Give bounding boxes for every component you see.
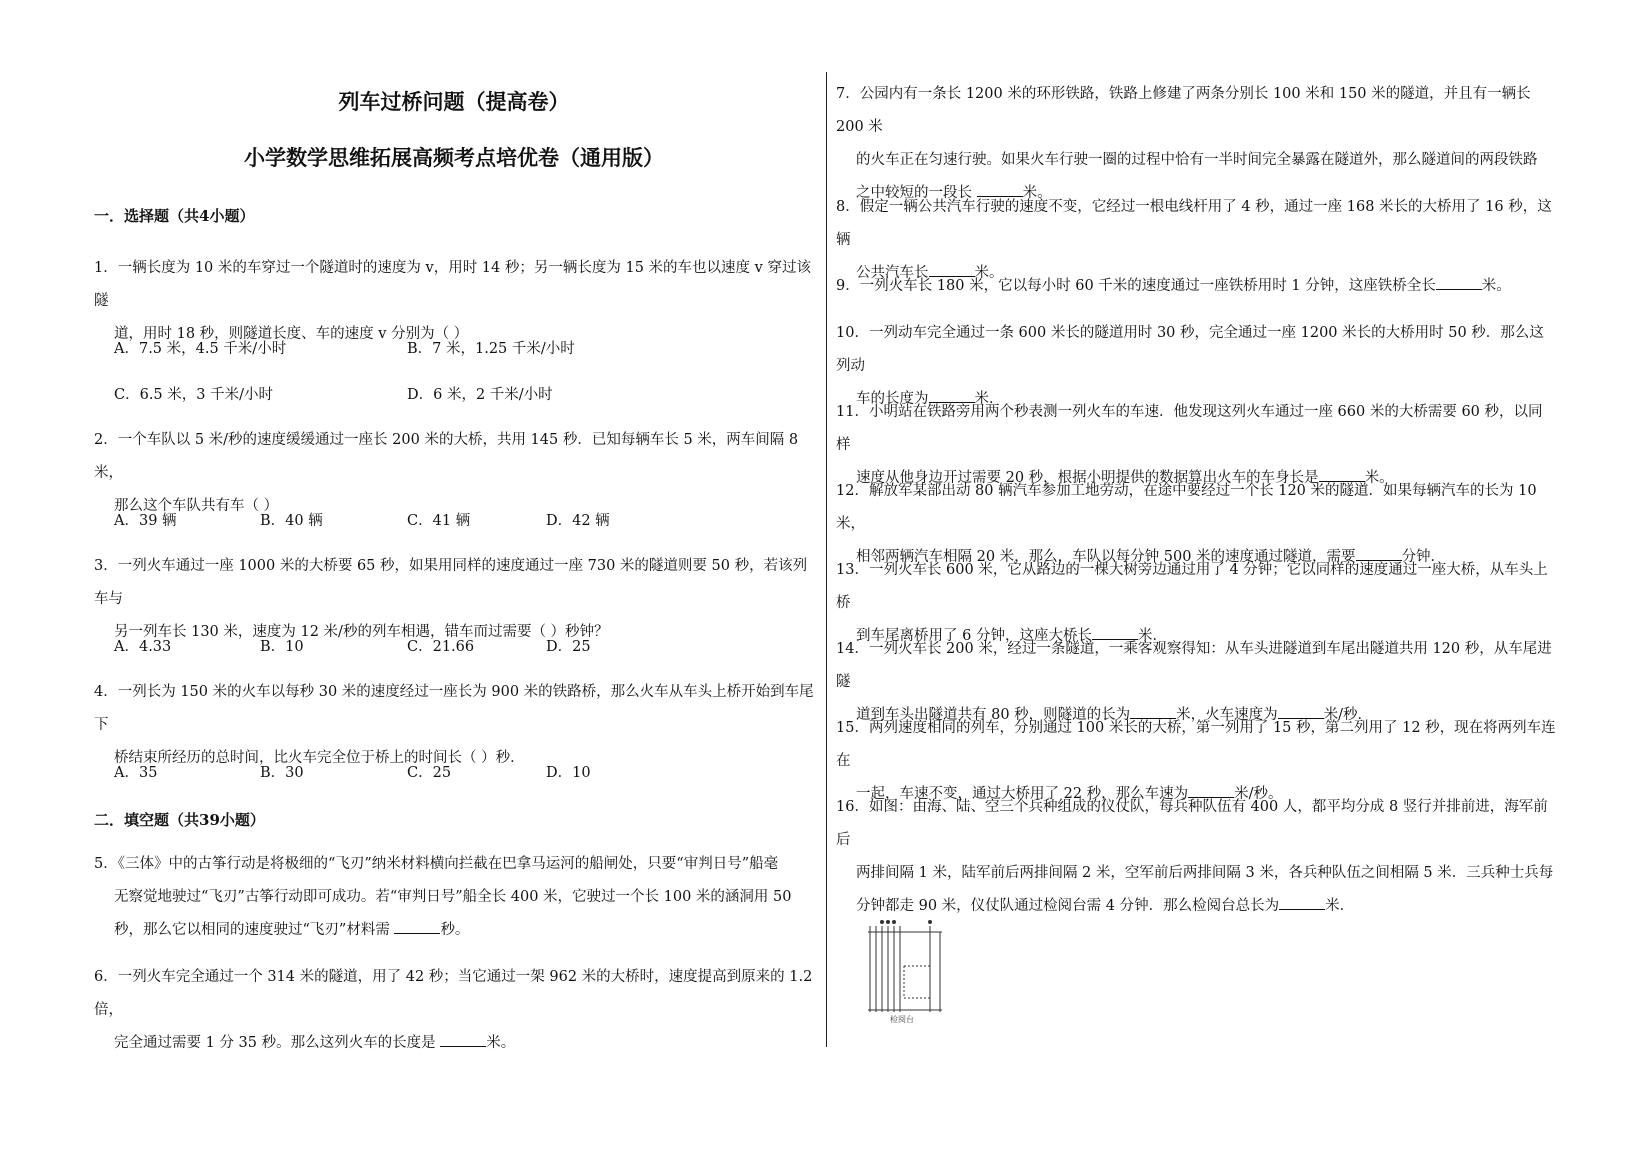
question-6-line1: 6．一列火车完全通过一个 314 米的隧道，用了 42 秒；当它通过一架 962 米的大桥时，速度提高到原来的 1.2 倍， bbox=[94, 969, 813, 1018]
option-2a[interactable]: A．39 辆 bbox=[114, 513, 177, 529]
question-9 bbox=[836, 270, 1511, 303]
question-13-line1: 13．一列火车长 600 米，它从路边的一棵大树旁边通过用了 4 分钟；它以同样的速度通过一座大桥，从车头上桥 bbox=[836, 562, 1548, 611]
parade-formation-figure bbox=[868, 918, 944, 1024]
option-3a[interactable]: A．4.33 bbox=[114, 639, 172, 655]
question-1-line1: 1．一辆长度为 10 米的车穿过一个隧道时的速度为 v，用时 14 秒；另一辆长度为 15 米的车也以速度 v 穿过该隧 bbox=[94, 260, 811, 309]
answer-blank-9[interactable] bbox=[1436, 275, 1482, 290]
question-1-line2: 道，用时 18 秒，则隧道长度、车的速度 v 分别为（ ） bbox=[114, 326, 469, 342]
question-11-line1: 11．小明站在铁路旁用两个秒表测一列火车的车速．他发现这列火车通过一座 660 米的大桥需要 60 秒，以同样 bbox=[836, 404, 1543, 453]
option-1a[interactable]: A．7.5 米，4.5 千米/小时 bbox=[114, 341, 287, 357]
question-7-line2: 的火车正在匀速行驶。如果火车行驶一圈的过程中恰有一半时间完全暴露在隧道外，那么隧道间的两段铁路 bbox=[856, 152, 1538, 168]
question-4-line2: 桥结束所经历的总时间，比火车完全位于桥上的时间长（ ）秒． bbox=[114, 750, 525, 766]
answer-blank-5[interactable] bbox=[394, 919, 440, 934]
question-14-line2b: 米，火车速度为 bbox=[1176, 707, 1278, 723]
question-6 bbox=[94, 961, 814, 1060]
option-3b[interactable]: B．10 bbox=[260, 639, 304, 655]
question-15-line1: 15．两列速度相同的列车，分别通过 100 米长的大桥，第一列用了 15 秒，第二列用了 12 秒，现在将两列车连在 bbox=[836, 720, 1556, 769]
option-3c[interactable]: C．21.66 bbox=[407, 639, 475, 655]
question-16-line3a: 分钟都走 90 米，仪仗队通过检阅台需 4 分钟．那么检阅台总长为 bbox=[856, 898, 1280, 914]
option-4a[interactable]: A．35 bbox=[114, 765, 158, 781]
question-3-line1: 3．一列火车通过一座 1000 米的大桥要 65 秒，如果用同样的速度通过一座 730 米的隧道则要 50 秒，若该列车与 bbox=[94, 558, 808, 607]
answer-blank-6[interactable] bbox=[440, 1032, 486, 1047]
question-6-line2a: 完全通过需要 1 分 35 秒。那么这列火车的长度是 bbox=[114, 1035, 436, 1051]
page-subtitle: 小学数学思维拓展高频考点培优卷（通用版） bbox=[244, 145, 664, 170]
question-10-line2a: 车的长度为 bbox=[856, 391, 929, 407]
question-5-line3b: 秒。 bbox=[440, 922, 470, 938]
question-10-line1: 10．一列动车完全通过一条 600 米长的隧道用时 30 秒，完全通过一座 1200 米长的大桥用时 50 秒．那么这列动 bbox=[836, 325, 1544, 374]
question-12-line2b: 分钟． bbox=[1401, 549, 1446, 565]
option-1d[interactable]: D．6 米，2 千米/小时 bbox=[407, 387, 553, 403]
option-2b[interactable]: B．40 辆 bbox=[260, 513, 323, 529]
question-5 bbox=[94, 848, 792, 947]
question-9-line1b: 米。 bbox=[1481, 278, 1511, 294]
question-8-line1: 8．假定一辆公共汽车行驶的速度不变，它经过一根电线杆用了 4 秒，通过一座 168 米长的大桥用了 16 秒，这辆 bbox=[836, 199, 1552, 248]
question-11-line2b: 米。 bbox=[1364, 470, 1394, 486]
question-10-line2b: 米． bbox=[974, 391, 1004, 407]
parade-diagram-svg bbox=[868, 918, 944, 1024]
option-4c[interactable]: C．25 bbox=[407, 765, 452, 781]
question-2-line1: 2．一个车队以 5 米/秒的速度缓缓通过一座长 200 米的大桥，共用 145 秒．已知每辆车长 5 米，两车间隔 8 米， bbox=[94, 432, 799, 481]
question-12-line2a: 相邻两辆汽车相隔 20 米，那么，车队以每分钟 500 米的速度通过隧道，需要 bbox=[856, 549, 1356, 565]
question-11-line2a: 速度从他身边开过需要 20 秒，根据小明提供的数据算出火车的车身长是 bbox=[856, 470, 1319, 486]
answer-blank-16[interactable] bbox=[1279, 895, 1325, 910]
question-9-line1a: 9．一列火车长 180 米，它以每小时 60 千米的速度通过一座铁桥用时 1 分钟，这座铁桥全长 bbox=[836, 278, 1436, 294]
option-4d[interactable]: D．10 bbox=[546, 765, 591, 781]
question-7-line1: 7．公园内有一条长 1200 米的环形铁路，铁路上修建了两条分别长 100 米和 150 米的隧道，并且有一辆长 200 米 bbox=[836, 86, 1531, 135]
option-1c[interactable]: C．6.5 米，3 千米/小时 bbox=[114, 387, 273, 403]
question-15-line2a: 一起，车速不变，通过大桥用了 22 秒，那么车速为 bbox=[856, 786, 1189, 802]
question-5-line2: 无察觉地驶过“飞刃”古筝行动即可成功。若“审判日号”船全长 400 米，它驶过一个长 100 米的涵洞用 50 bbox=[114, 889, 792, 905]
question-13-line2b: 米． bbox=[1137, 628, 1167, 644]
question-15-line2b: 米/秒。 bbox=[1234, 786, 1283, 802]
question-7-line3b: 米。 bbox=[1022, 185, 1052, 201]
question-16-line3b: 米． bbox=[1325, 898, 1355, 914]
question-6-line2b: 米。 bbox=[486, 1035, 516, 1051]
question-4-line1: 4．一列长为 150 米的火车以每秒 30 米的速度经过一座长为 900 米的铁路桥，那么火车从车头上桥开始到车尾下 bbox=[94, 684, 814, 733]
figure-caption: 检阅台 bbox=[890, 1015, 914, 1024]
option-1b[interactable]: B．7 米，1.25 千米/小时 bbox=[407, 341, 575, 357]
page-title: 列车过桥问题（提高卷） bbox=[338, 89, 570, 114]
section-heading-fill: 二．填空题（共39小题） bbox=[94, 811, 265, 829]
option-2d[interactable]: D．42 辆 bbox=[546, 513, 610, 529]
question-14-line1: 14．一列火车长 200 米，经过一条隧道，一乘客观察得知：从车头进隧道到车尾出隧道共用 120 秒，从车尾进隧 bbox=[836, 641, 1552, 690]
section-heading-choice: 一．选择题（共4小题） bbox=[94, 207, 255, 225]
question-14-line2c: 米/秒． bbox=[1323, 707, 1373, 723]
question-14-line2a: 道到车头出隧道共有 80 秒，则隧道的长为 bbox=[856, 707, 1131, 723]
question-16-line1: 16．如图：由海、陆、空三个兵种组成的仪仗队，每兵种队伍有 400 人，都平均分成 8 竖行并排前进，海军前后 bbox=[836, 799, 1548, 848]
question-3-line2: 另一列车长 130 米，速度为 12 米/秒的列车相遇，错车而过需要（ ）秒钟？ bbox=[114, 624, 609, 640]
question-7-line3a: 之中较短的一段长 bbox=[856, 185, 972, 201]
question-5-line3a: 秒，那么它以相同的速度驶过“飞刃”材料需 bbox=[114, 922, 390, 938]
question-5-line1: 5．《三体》中的古筝行动是将极细的“飞刃”纳米材料横向拦截在巴拿马运河的船闸处，只要“审判日号”船毫 bbox=[94, 856, 779, 872]
option-3d[interactable]: D．25 bbox=[546, 639, 591, 655]
question-12-line1: 12．解放军某部出动 80 辆汽车参加工地劳动，在途中要经过一个长 120 米的隧道．如果每辆汽车的长为 10 米， bbox=[836, 483, 1537, 532]
option-4b[interactable]: B．30 bbox=[260, 765, 304, 781]
option-2c[interactable]: C．41 辆 bbox=[407, 513, 471, 529]
question-13-line2a: 到车尾离桥用了 6 分钟，这座大桥长 bbox=[856, 628, 1092, 644]
question-4 bbox=[94, 676, 814, 775]
question-8-line2b: 米。 bbox=[974, 265, 1004, 281]
question-8-line2a: 公共汽车长 bbox=[856, 265, 929, 281]
question-16-line2: 两排间隔 1 米，陆军前后两排间隔 2 米，空军前后两排间隔 3 米，各兵种队伍之间相隔 5 米．三兵种士兵每 bbox=[856, 865, 1554, 881]
column-divider bbox=[826, 72, 827, 1047]
question-2-line2: 那么这个车队共有车（ ） bbox=[114, 498, 279, 514]
question-16 bbox=[836, 791, 1556, 923]
